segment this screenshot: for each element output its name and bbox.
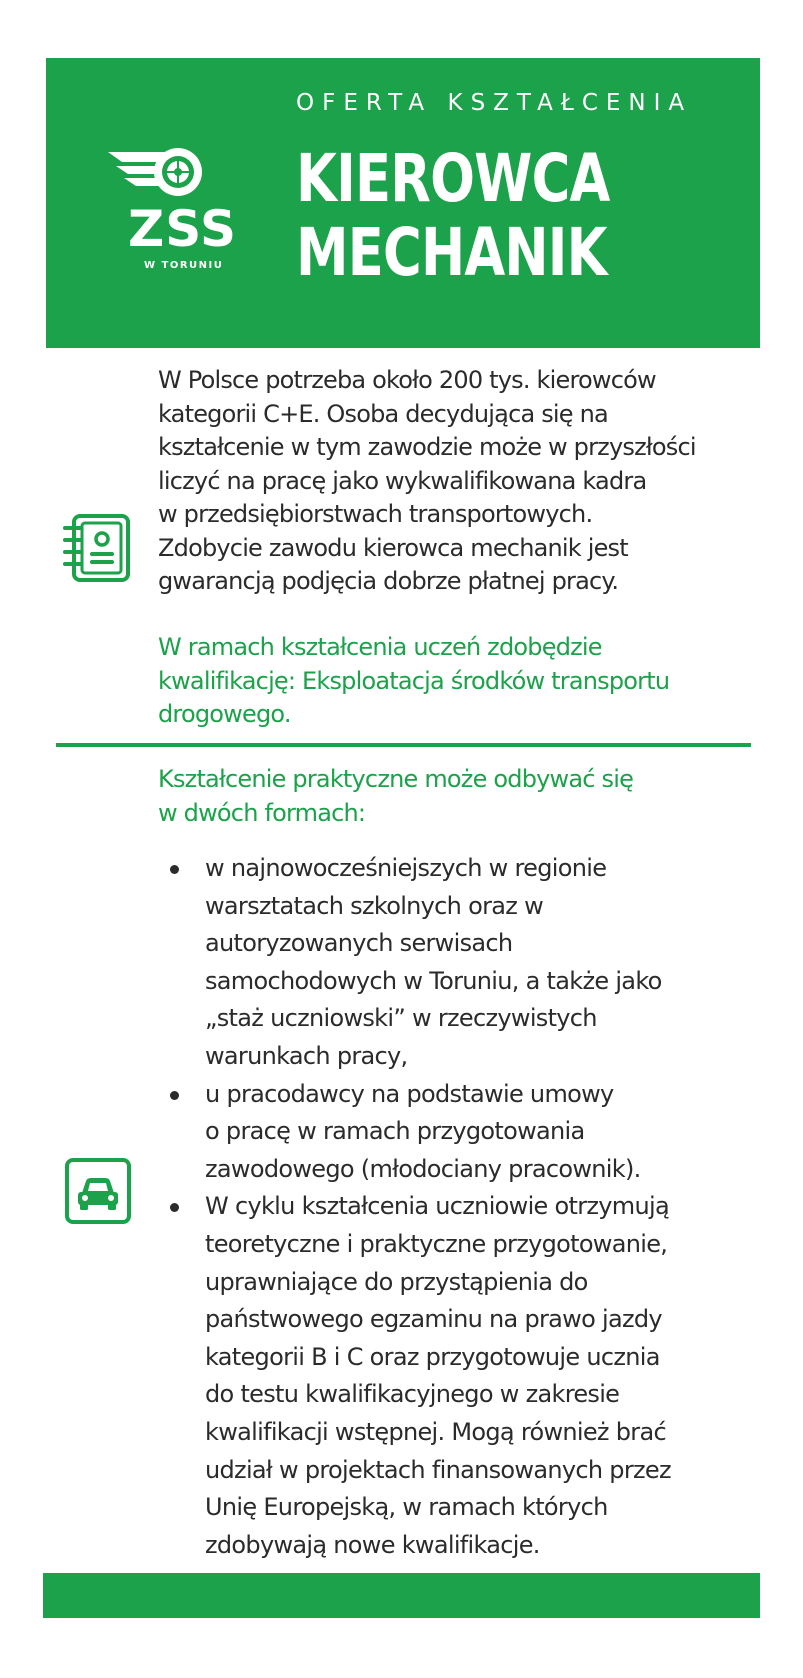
- intro-paragraph: W Polsce potrzeba około 200 tys. kierowców kategorii C+E. Osoba decydująca się na kształcenie w tym zawodzie może w przyszłości liczyć na pracę jako wykwalifikowana kadra w przedsiębiorstwach transportowych. Zdobycie zawodu kierowca mechanik jest gwarancją podjęcia dobrze płatnej pracy.: [158, 366, 696, 595]
- qualification-paragraph: W ramach kształcenia uczeń zdobędzie kwalifikację: Eksploatacja środków transportu drogowego.: [158, 633, 670, 728]
- logo-acronym: ZSS: [128, 200, 238, 258]
- header-banner: [46, 58, 760, 348]
- section-divider: [56, 743, 751, 747]
- list-item: [158, 1076, 748, 1189]
- page-title: [296, 142, 610, 290]
- zss-logo: [104, 142, 254, 272]
- bullet-dot: [170, 865, 179, 874]
- title-line-1: KIEROWCA: [296, 140, 610, 217]
- list-item: [158, 850, 748, 1076]
- footer-bar: [43, 1573, 760, 1618]
- list-item: [158, 1188, 748, 1564]
- list-item-text: w najnowocześniejszych w regionie warsztatach szkolnych oraz w autoryzowanych serwisach samochodowych w Toruniu, a także jako „staż uczniowski” w rzeczywistych warunkach pracy,: [205, 854, 662, 1070]
- practical-bullet-list: [158, 850, 748, 1564]
- offer-subtitle: OFERTA KSZTAŁCENIA: [296, 90, 693, 116]
- title-line-2: MECHANIK: [296, 214, 607, 291]
- car-icon: [64, 1157, 132, 1225]
- list-item-text: W cyklu kształcenia uczniowie otrzymują teoretyczne i praktyczne przygotowanie, uprawniające do przystąpienia do państwowego egzaminu na prawo jazdy kategorii B i C oraz przygotowuje ucznia do testu kwalifikacyjnego w zakresie kwalifikacji wstępnej. Mogą również brać udział w projektach finansowanych przez Unię Europejską, w ramach których zdobywają nowe kwalifikacje.: [205, 1192, 671, 1559]
- list-item-text: u pracodawcy na podstawie umowy o pracę w ramach przygotowania zawodowego (młodociany pracownik).: [205, 1079, 641, 1183]
- logo-location: W TORUNIU: [144, 260, 224, 271]
- bullet-dot: [170, 1091, 179, 1100]
- bullet-dot: [170, 1203, 179, 1212]
- notebook-contacts-icon: [62, 512, 132, 584]
- practical-heading: Kształcenie praktyczne może odbywać się w dwóch formach:: [158, 765, 634, 827]
